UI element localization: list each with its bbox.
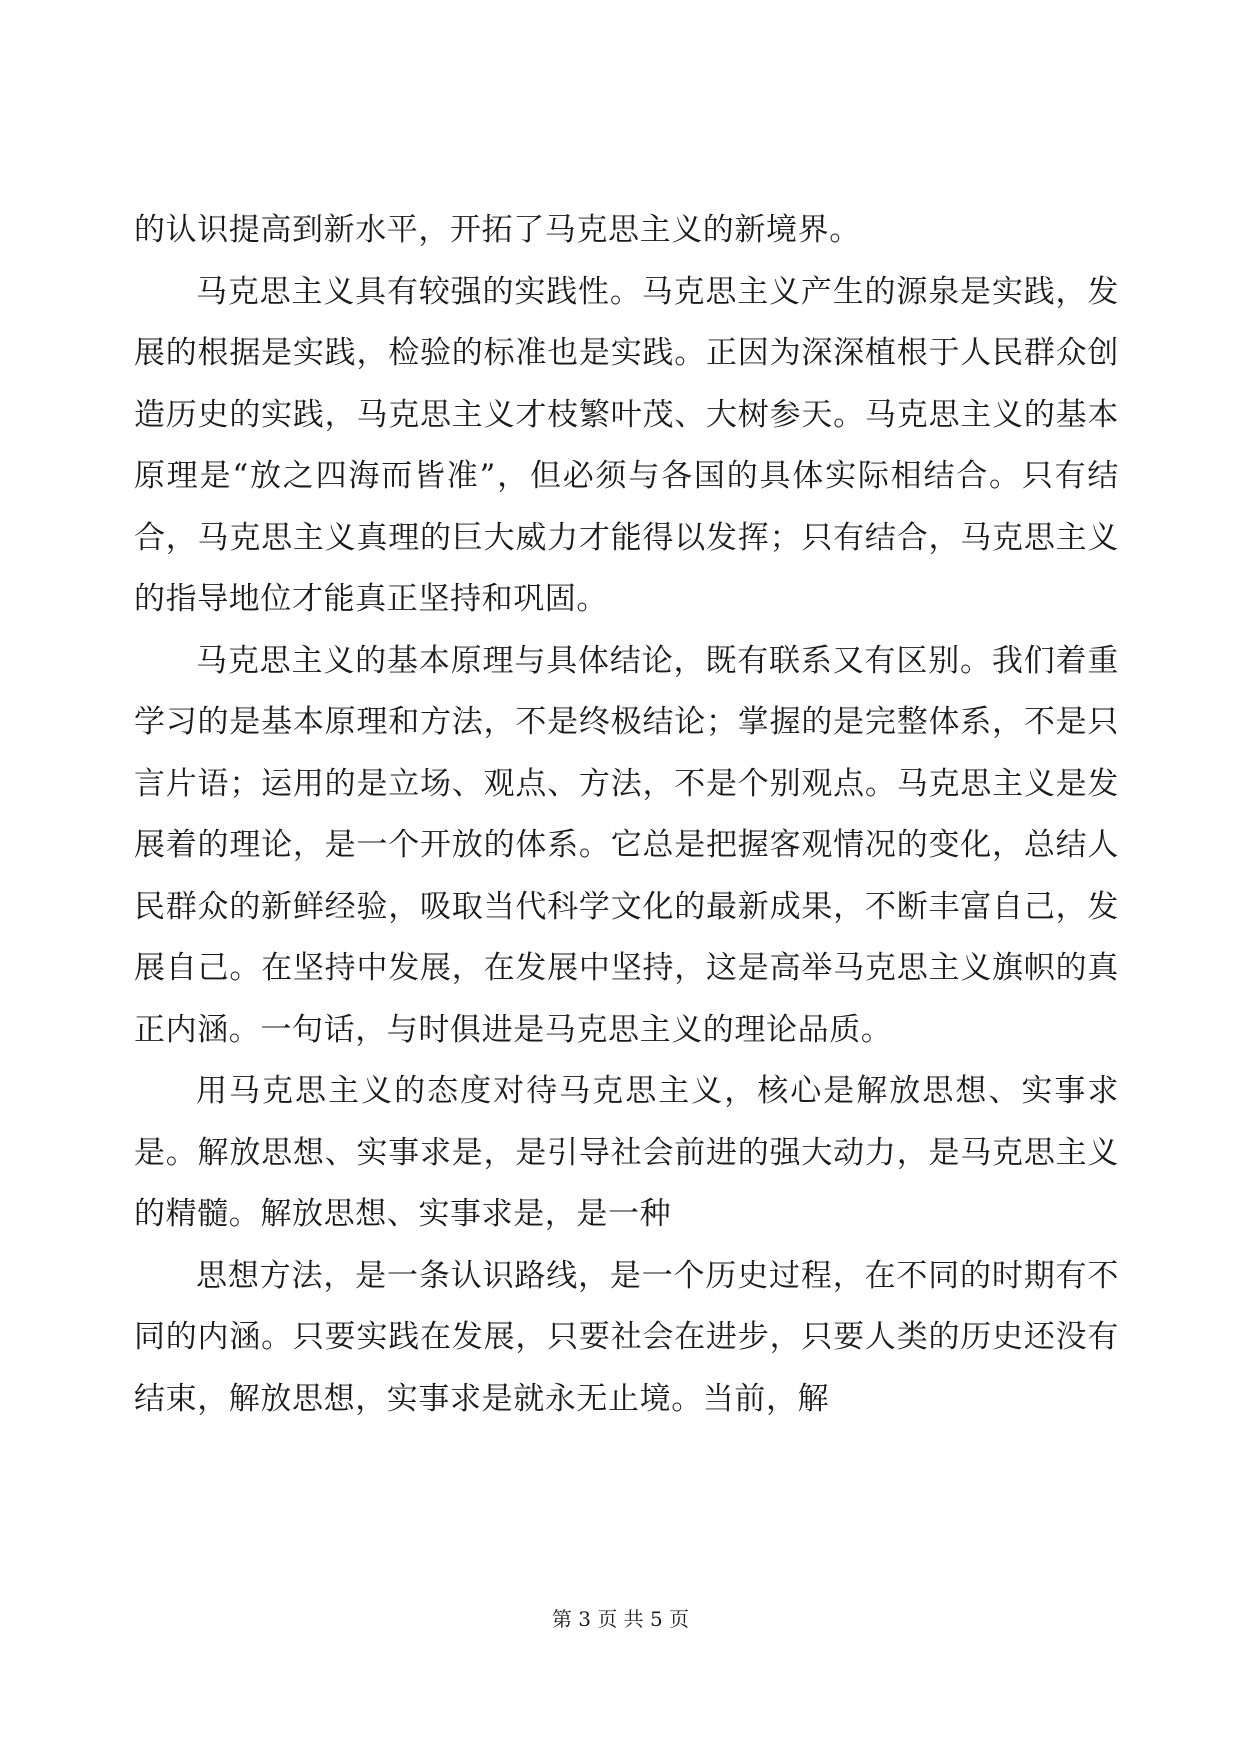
- document-body: [134, 200, 1119, 1430]
- paragraph-1: 的认识提高到新水平，开拓了马克思主义的新境界。: [134, 212, 861, 248]
- paragraph-3: 马克思主义的基本原理与具体结论，既有联系又有区别。我们着重学习的是基本原理和方法，不是终极结论；掌握的是完整体系，不是只言片语；运用的是立场、观点、方法，不是个别观点。马克思主义是发展着的理论，是一个开放的体系。它总是把握客观情况的变化，总结人民群众的新鲜经验，吸取当代科学文化的最新成果，不断丰富自己，发展自己。在坚持中发展，在发展中坚持，这是高举马克思主义旗帜的真正内涵。一句话，与时俱进是马克思主义的理论品质。: [134, 642, 1119, 1048]
- page-number-label: 第 3 页 共 5 页: [551, 1607, 690, 1631]
- paragraph-4: 用马克思主义的态度对待马克思主义，核心是解放思想、实事求是。解放思想、实事求是，是引导社会前进的强大动力，是马克思主义的精髓。解放思想、实事求是，是一种: [134, 1073, 1119, 1232]
- paragraph-5: 思想方法，是一条认识路线，是一个历史过程，在不同的时期有不同的内涵。只要实践在发展，只要社会在进步，只要人类的历史还没有结束，解放思想，实事求是就永无止境。当前，解: [134, 1257, 1119, 1417]
- paragraph-2: 马克思主义具有较强的实践性。马克思主义产生的源泉是实践，发展的根据是实践，检验的标准也是实践。正因为深深植根于人民群众创造历史的实践，马克思主义才枝繁叶茂、大树参天。马克思主义的基本原理是“放之四海而皆准”，但必须与各国的具体实际相结合。只有结合，马克思主义真理的巨大威力才能得以发挥；只有结合，马克思主义的指导地位才能真正坚持和巩固。: [134, 273, 1119, 617]
- page-footer: [0, 1603, 1241, 1632]
